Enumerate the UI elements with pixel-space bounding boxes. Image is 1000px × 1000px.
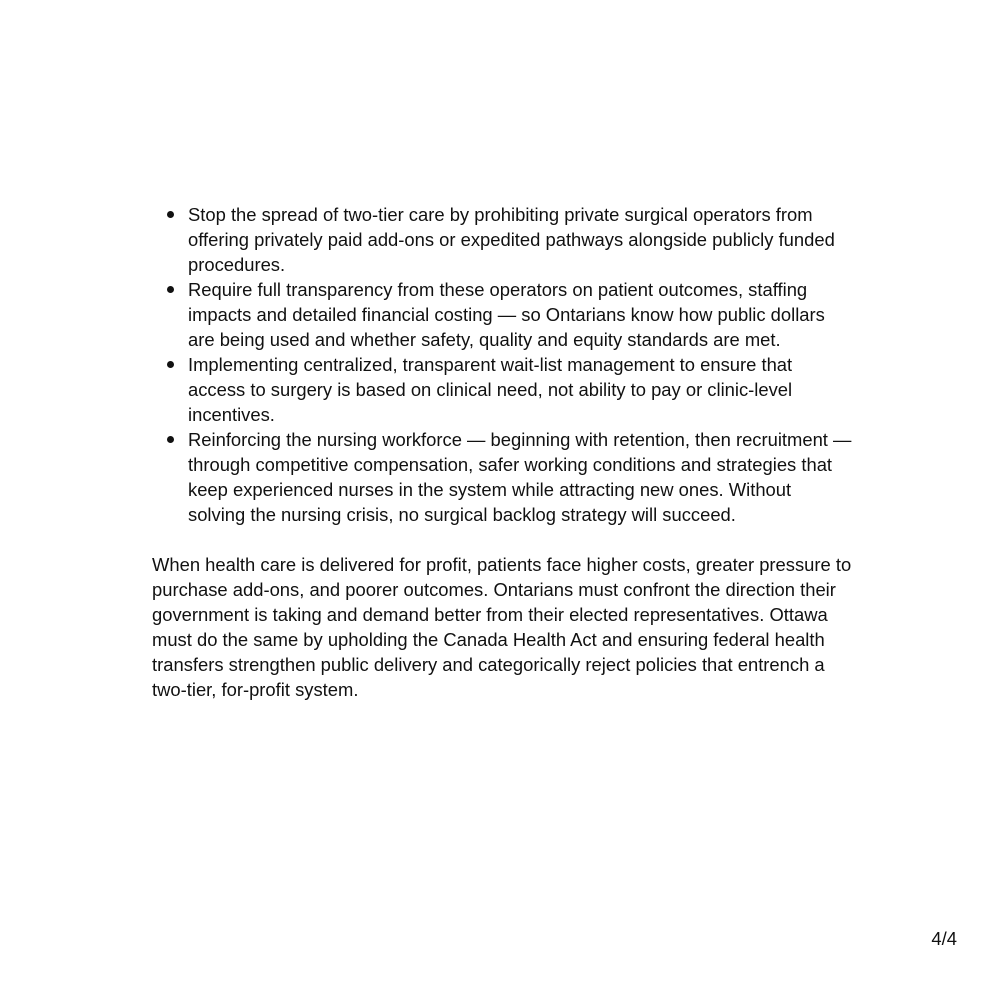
list-item: Reinforcing the nursing workforce — beginning with retention, then recruitment — through competitive compensation, safer working conditions and strategies that keep experienced nurses in the system while attracting new ones. Without solving the nursing crisis, no surgical backlog strategy will succeed. <box>188 429 852 525</box>
recommendations-list <box>152 202 852 527</box>
document-body <box>152 202 852 702</box>
closing-paragraph: When health care is delivered for profit, patients face higher costs, greater pressure to purchase add-ons, and poorer outcomes. Ontarians must confront the direction their government is taking and demand better from their elected representatives. Ottawa must do the same by upholding the Canada Health Act and ensuring federal health transfers strengthen public delivery and categorically reject policies that entrench a two-tier, for-profit system. <box>152 554 852 700</box>
list-item: Require full transparency from these operators on patient outcomes, staffing impacts and detailed financial costing — so Ontarians know how public dollars are being used and whether safety, quality and equity standards are met. <box>188 277 852 352</box>
list-item: Implementing centralized, transparent wait-list management to ensure that access to surgery is based on clinical need, not ability to pay or clinic-level incentives. <box>188 352 852 427</box>
page-number: 4/4 <box>931 928 957 949</box>
list-item: Stop the spread of two-tier care by prohibiting private surgical operators from offering privately paid add-ons or expedited pathways alongside publicly funded procedures. <box>188 202 852 277</box>
